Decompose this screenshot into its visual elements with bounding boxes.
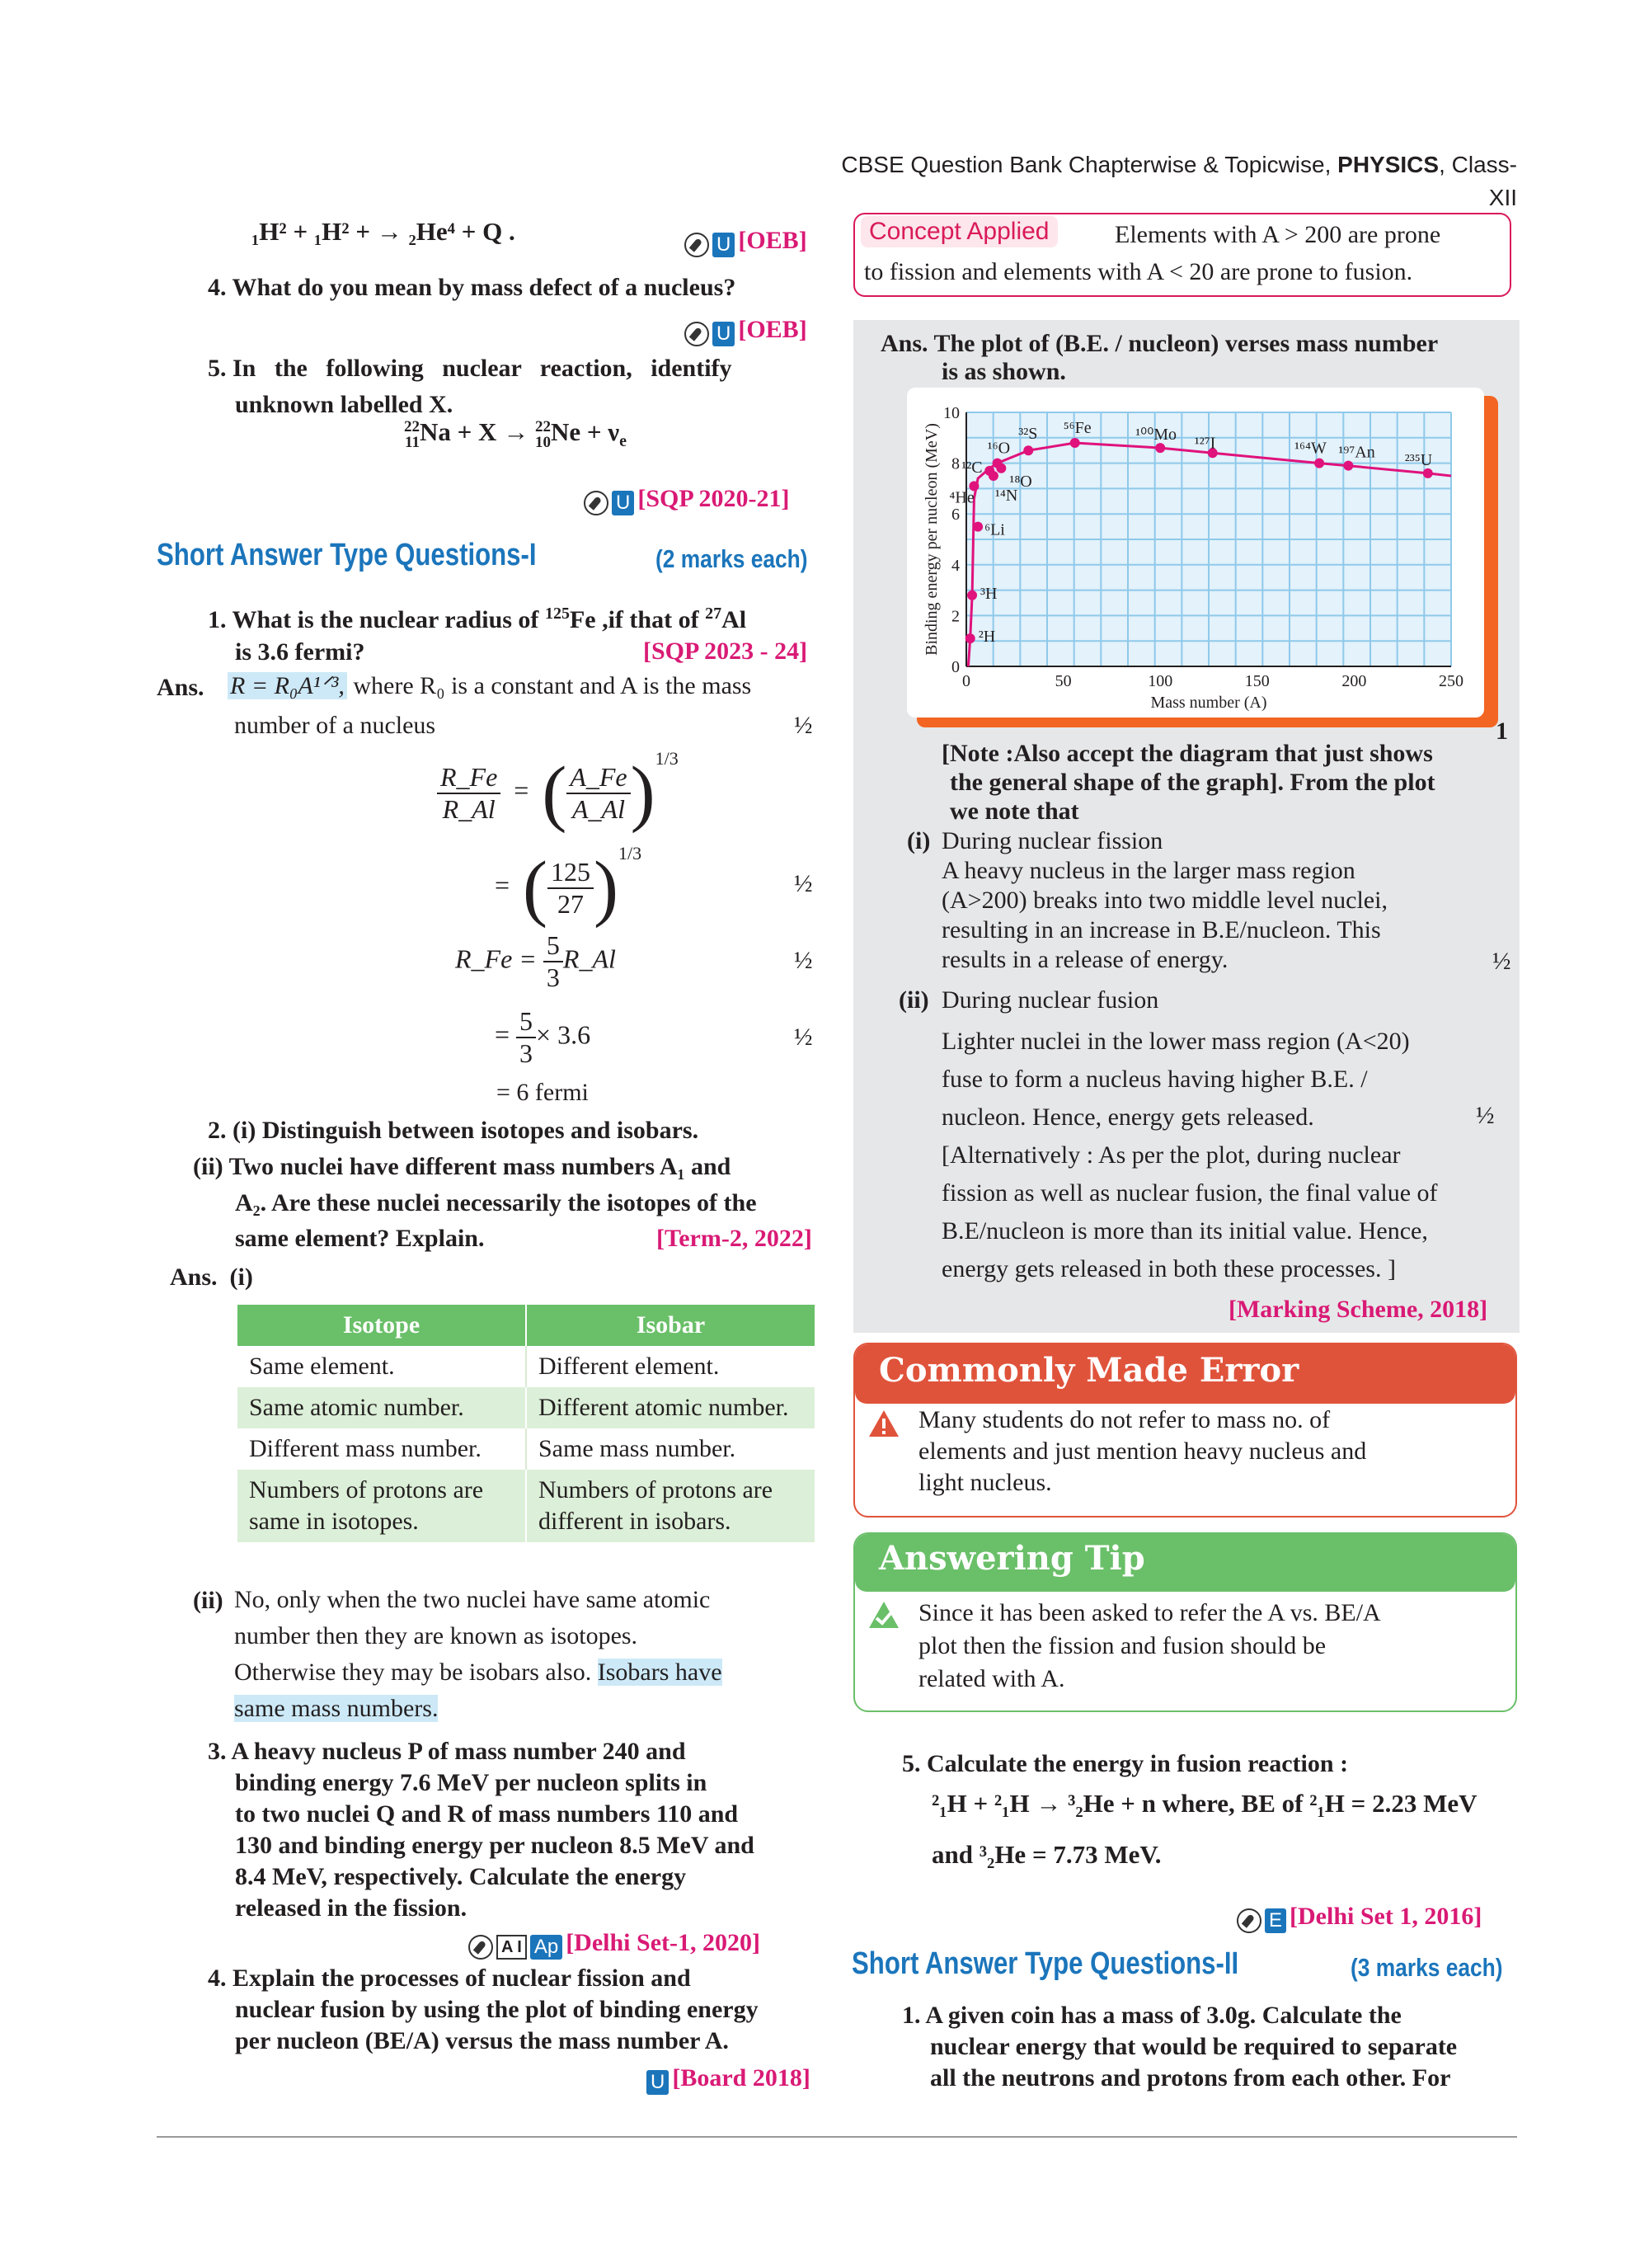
- answer-i-label: Ans. (i): [170, 1263, 253, 1291]
- q3-line: released in the fission.: [235, 1894, 467, 1922]
- ratio-lhs-den: R_Al: [442, 793, 496, 824]
- answer-1-text: where R₀ is a constant and A is the mass: [346, 672, 752, 699]
- five-thirds-fraction: [516, 1006, 536, 1069]
- tip-line: plot then the fission and fusion should be: [918, 1632, 1327, 1659]
- ne-nuclide-scripts: 22 10: [534, 417, 551, 451]
- alt-line: B.E/nucleon is more than its initial value. Hence,: [942, 1217, 1428, 1245]
- point-label: ¹⁸O: [1009, 472, 1032, 491]
- exponent: 1/3: [655, 748, 679, 769]
- tag-board-2018: [646, 2062, 810, 2095]
- tag-board-text: [Board 2018]: [672, 2064, 810, 2092]
- tip-check-icon: [867, 1600, 900, 1630]
- table-cell: Different element.: [538, 1353, 720, 1380]
- alt-line: fission as well as nuclear fusion, the final value of: [942, 1179, 1438, 1207]
- table-header-row: [237, 1305, 815, 1346]
- tag-delhi-2016: [1237, 1900, 1482, 1933]
- q3-line: binding energy 7.6 MeV per nucleon splits in: [235, 1769, 707, 1796]
- result-6-fermi: = 6 fermi: [496, 1079, 589, 1106]
- cme-line: Many students do not refer to mass no. of: [918, 1406, 1331, 1433]
- equals-sign: =: [495, 1019, 510, 1050]
- fusion-question-5-equation: ²₁H + ²₁H → ³₂He + n where, BE of ²₁H = 2.23 MeV: [932, 1789, 1478, 1818]
- s1-question-1-line-1: [208, 598, 746, 636]
- badge-u: U: [646, 2070, 669, 2095]
- na-equation-part: Na + X →: [420, 417, 535, 446]
- book-icon: A I: [496, 1935, 527, 1960]
- five: 5: [516, 1006, 536, 1038]
- fusion-label: (ii): [899, 986, 929, 1014]
- tag-marking-scheme-2018: [Marking Scheme, 2018]: [1229, 1296, 1488, 1323]
- question-3: [208, 1736, 815, 1924]
- data-point: [967, 591, 977, 600]
- data-point: [1070, 438, 1080, 448]
- s1q1-text-c: Al: [721, 606, 747, 633]
- tag-delhi-2020: [468, 1927, 760, 1960]
- table-row: [237, 1346, 815, 1387]
- equals-sign: =: [514, 774, 529, 805]
- answer-ii-line-3: [234, 1656, 722, 1689]
- concept-text-1: Elements with A > 200 are prone: [1115, 221, 1441, 248]
- answer-ii-label: (ii): [193, 1587, 223, 1614]
- ratio-rhs-den: A_Al: [571, 793, 625, 824]
- binding-energy-chart: [907, 388, 1484, 718]
- data-point: [989, 471, 998, 481]
- data-point: [1314, 459, 1324, 468]
- header-prefix: CBSE Question Bank Chapterwise & Topicwise,: [841, 152, 1338, 177]
- three: 3: [546, 962, 560, 992]
- q4b-line: 4. Explain the processes of nuclear fission and: [208, 1965, 691, 1992]
- fe-mass-number: 125: [544, 605, 570, 623]
- q3-line: to two nuclei Q and R of mass numbers 110 and: [235, 1800, 739, 1828]
- numeric-equation: [495, 1006, 590, 1069]
- section-2-title: Short Answer Type Questions-II: [852, 1946, 1239, 1981]
- table-cell: Different mass number.: [237, 1428, 526, 1470]
- tag-oeb-2: [684, 313, 807, 346]
- question-2-ii-line-3: same element? Explain.: [235, 1225, 485, 1252]
- s2q1-line: 1. A given coin has a mass of 3.0g. Calculate the: [902, 2002, 1402, 2029]
- tip-line: Since it has been asked to refer the A vs. BE/A: [918, 1599, 1381, 1626]
- fusion-line: fuse to form a nucleus having higher B.E. /: [942, 1066, 1368, 1093]
- reaction-equation-text: ₁H² + ₁H² + → ₂He⁴ + Q .: [251, 217, 515, 246]
- question-4-fission-fusion: [208, 1963, 815, 2057]
- half-mark-2: ½: [794, 870, 813, 897]
- fraction-num: 125: [547, 857, 594, 889]
- times-value: × 3.6: [536, 1019, 591, 1050]
- warning-icon: [867, 1409, 900, 1438]
- badge-u: U: [712, 322, 735, 346]
- paren-open: (: [523, 847, 548, 929]
- table-cell: Numbers of protons are different in isobars.: [538, 1476, 773, 1535]
- x-axis-label: Mass number (A): [1150, 694, 1267, 712]
- question-2-ii-line-1: (ii) Two nuclei have different mass numbers A₁ and: [193, 1153, 731, 1180]
- y-tick-label: 10: [943, 404, 960, 422]
- question-5-line-2: unknown labelled X.: [235, 391, 453, 418]
- isobar-highlight-1: Isobars have: [597, 1659, 722, 1686]
- y-axis-label: Binding energy per nucleon (MeV): [923, 423, 941, 656]
- na-nuclide-scripts: 22 11: [404, 417, 420, 451]
- ratio-equation: [437, 748, 679, 835]
- section-2-marks: (3 marks each): [1351, 1953, 1503, 1982]
- table-row: [237, 1387, 815, 1428]
- fission-body: [942, 856, 1510, 975]
- cme-line: light nucleus.: [918, 1469, 1052, 1496]
- ratio-rhs-num: A_Fe: [566, 762, 630, 794]
- point-label: ¹⁰⁰Mo: [1135, 426, 1177, 445]
- y-tick-label: 8: [951, 454, 960, 473]
- rfe-equation: [455, 930, 616, 993]
- ratio-rhs-fraction: [566, 762, 630, 825]
- badge-u: U: [712, 233, 735, 257]
- answer-1-line-2: number of a nucleus: [234, 712, 436, 739]
- compass-icon: [684, 322, 709, 346]
- point-label: ¹⁴N: [994, 487, 1018, 505]
- compass-icon: [1237, 1908, 1261, 1933]
- header-subject: PHYSICS: [1337, 152, 1440, 177]
- y-tick-label: 2: [951, 607, 960, 626]
- fission-line: resulting in an increase in B.E/nucleon. This: [942, 916, 1381, 943]
- badge-e: E: [1265, 1908, 1286, 1933]
- fusion-line: Lighter nuclei in the lower mass region (A<20): [942, 1028, 1410, 1055]
- question-2-ii-line-2: A₂. Are these nuclei necessarily the isotopes of the: [235, 1189, 757, 1216]
- reaction-equation: [251, 216, 515, 247]
- question-4-mass-defect: 4. What do you mean by mass defect of a nucleus?: [208, 274, 736, 301]
- fusion-line: nucleon. Hence, energy gets released.: [942, 1103, 1314, 1131]
- cme-line: elements and just mention heavy nucleus and: [918, 1437, 1367, 1465]
- three: 3: [519, 1038, 533, 1068]
- x-tick-label: 150: [1244, 672, 1270, 690]
- s1q1-text-a: 1. What is the nuclear radius of: [208, 606, 545, 633]
- q4b-line: nuclear fusion by using the plot of binding energy: [235, 1996, 759, 2023]
- s2q1-line: nuclear energy that would be required to separate: [930, 2033, 1458, 2060]
- table-cell: Same element.: [237, 1346, 526, 1387]
- answer-ii-line-1: No, only when the two nuclei have same atomic: [234, 1586, 711, 1613]
- equals-sign: =: [495, 869, 510, 900]
- point-label: ¹²⁷I: [1194, 434, 1216, 453]
- paren-close: ): [594, 847, 619, 929]
- tag-sqp-2023-24: [SQP 2023 - 24]: [643, 638, 808, 665]
- tag-delhi-2016-text: [Delhi Set 1, 2016]: [1290, 1903, 1482, 1930]
- isobar-highlight-2: same mass numbers.: [234, 1695, 439, 1722]
- tip-title: Answering Tip: [879, 1539, 1145, 1578]
- point-label: ¹⁶⁴W: [1294, 439, 1327, 458]
- tag-sqp-text: [SQP 2020-21]: [637, 485, 790, 512]
- cme-title: Commonly Made Error: [879, 1351, 1299, 1390]
- x-tick-label: 0: [962, 672, 970, 690]
- s2-question-1: [902, 2000, 1516, 2094]
- badge-ap: Ap: [530, 1935, 562, 1960]
- point-label: ⁴He: [949, 488, 975, 507]
- concept-applied-label: Concept Applied: [861, 216, 1058, 247]
- al-mass-number: 27: [705, 605, 722, 623]
- fusion-body: [942, 1023, 1510, 1136]
- note-line-1: [Note :Also accept the diagram that just shows: [942, 740, 1433, 767]
- x-tick-label: 200: [1341, 672, 1367, 690]
- half-mark-4: ½: [794, 1023, 813, 1051]
- x-tick-label: 50: [1055, 672, 1072, 690]
- fusion-question-5: 5. Calculate the energy in fusion reaction :: [902, 1750, 1349, 1777]
- five-thirds-fraction: [543, 930, 563, 993]
- point-label: ¹⁶O: [987, 439, 1011, 458]
- paren-close: ): [630, 752, 655, 834]
- fusion-question-5-line-3: and ³₂He = 7.73 MeV.: [932, 1840, 1162, 1869]
- point-label: ¹⁹⁷An: [1338, 443, 1375, 462]
- tag-oeb-1: [684, 224, 807, 257]
- point-label: ⁵⁶Fe: [1063, 418, 1092, 437]
- isotope-isobar-table: [237, 1305, 815, 1542]
- answer-ii-text: Otherwise they may be isobars also.: [234, 1659, 598, 1686]
- note-line-3: we note that: [950, 798, 1079, 825]
- five: 5: [543, 930, 563, 962]
- plot-answer-line-1: Ans. The plot of (B.E. / nucleon) verses mass number: [881, 330, 1439, 357]
- concept-text-2: to fission and elements with A < 20 are prone to fusion.: [864, 258, 1413, 285]
- half-mark-3: ½: [794, 947, 813, 974]
- question-5-line-1: 5. In the following nuclear reaction, identify: [208, 355, 732, 382]
- chart-mark: 1: [1496, 718, 1508, 745]
- data-point: [973, 522, 983, 532]
- answer-1-line-1: [228, 670, 751, 703]
- tag-delhi-2020-text: [Delhi Set-1, 2020]: [566, 1929, 760, 1956]
- alt-line: [Alternatively : As per the plot, during nuclear: [942, 1141, 1401, 1169]
- isotope-isobar-table-wrap: [237, 1305, 815, 1542]
- cme-body: [918, 1405, 1366, 1499]
- alt-line: energy gets released in both these processes. ]: [942, 1255, 1396, 1282]
- section-1-title: Short Answer Type Questions-I: [157, 538, 537, 572]
- tip-body: [918, 1597, 1381, 1696]
- point-label: ³²S: [1018, 425, 1038, 444]
- answer-ii-line-4: [234, 1692, 438, 1725]
- s1-question-1-line-2: is 3.6 fermi?: [235, 638, 365, 666]
- q4b-line: per nucleon (BE/A) versus the mass number A.: [235, 2027, 729, 2054]
- table-row: [237, 1470, 815, 1542]
- point-label: ²³⁵U: [1404, 450, 1433, 469]
- fraction-den: 27: [557, 888, 585, 919]
- y-tick-label: 0: [951, 658, 960, 676]
- running-header: [824, 148, 1517, 214]
- exponent: 1/3: [618, 843, 642, 864]
- nu-subscript: e: [619, 432, 627, 451]
- point-label: ²H: [978, 628, 996, 647]
- tip-line: related with A.: [918, 1665, 1065, 1692]
- question-2-i: 2. (i) Distinguish between isotopes and isobars.: [208, 1117, 699, 1144]
- compass-icon: [684, 233, 709, 257]
- paren-open: (: [542, 752, 567, 834]
- answer-ii-line-2: number then they are known as isotopes.: [234, 1622, 638, 1649]
- compass-icon: [468, 1935, 493, 1960]
- fission-line: (A>200) breaks into two middle level nuclei,: [942, 887, 1388, 914]
- x-tick-label: 100: [1148, 672, 1173, 690]
- footer-rule: [157, 2136, 1517, 2138]
- y-tick-label: 6: [951, 506, 960, 525]
- data-point: [1023, 445, 1033, 455]
- tag-sqp-2020-21: [584, 482, 790, 515]
- ratio-lhs-num: R_Fe: [437, 762, 500, 794]
- data-point: [1423, 468, 1433, 478]
- tag-term-2-2022: [Term-2, 2022]: [656, 1225, 812, 1252]
- data-point: [996, 463, 1006, 473]
- alternatively-body: [942, 1136, 1510, 1288]
- s2q1-line: all the neutrons and protons from each other. For: [930, 2064, 1451, 2092]
- fusion-title: During nuclear fusion: [942, 986, 1159, 1014]
- data-point: [1155, 443, 1165, 453]
- q3-line: 130 and binding energy per nucleon 8.5 MeV and: [235, 1832, 754, 1859]
- answer-label: Ans.: [157, 674, 204, 701]
- q3-line: 8.4 MeV, respectively. Calculate the energy: [235, 1863, 687, 1890]
- numeric-fraction: [547, 857, 594, 920]
- x-tick-label: 250: [1439, 672, 1463, 690]
- table-cell: Numbers of protons are same in isotopes.: [237, 1470, 526, 1542]
- point-label: ⁶Li: [984, 520, 1005, 539]
- point-label: ³H: [980, 584, 998, 603]
- question-5-equation: [404, 416, 627, 457]
- radius-formula-highlight: R = R₀A¹ᐟ³,: [228, 672, 347, 699]
- y-tick-label: 4: [951, 556, 960, 575]
- ratio-numeric: [495, 845, 641, 930]
- data-point: [1343, 461, 1353, 471]
- fission-line: A heavy nucleus in the larger mass region: [942, 857, 1355, 884]
- ratio-lhs-fraction: [437, 762, 500, 825]
- table-header-isobar: Isobar: [526, 1305, 815, 1346]
- table-cell: Same atomic number.: [237, 1387, 526, 1428]
- note-line-2: the general shape of the graph]. From the plot: [950, 769, 1435, 796]
- plot-answer-line-2: is as shown.: [942, 358, 1066, 385]
- rfe-label: R_Fe =: [455, 943, 537, 974]
- s1q1-text-b: Fe ,if that of: [569, 606, 706, 633]
- compass-icon: [584, 491, 608, 515]
- half-mark-fusion: ½: [1476, 1102, 1495, 1129]
- fission-label: (i): [907, 827, 931, 854]
- ral-label: R_Al: [562, 943, 616, 974]
- half-mark-1: ½: [794, 712, 813, 739]
- half-mark-fission: ½: [1492, 948, 1511, 975]
- table-header-isotope: Isotope: [237, 1305, 526, 1346]
- table-cell: Same mass number.: [538, 1435, 736, 1462]
- tag-oeb-text: [OEB]: [738, 227, 807, 254]
- table-cell: Different atomic number.: [538, 1394, 789, 1421]
- fission-title: During nuclear fission: [942, 827, 1163, 854]
- ne-equation-part: Ne + ν: [550, 417, 620, 446]
- data-point: [965, 633, 975, 643]
- badge-u: U: [612, 491, 634, 515]
- table-row: [237, 1428, 815, 1470]
- section-1-marks: (2 marks each): [655, 544, 808, 573]
- q3-line: 3. A heavy nucleus P of mass number 240 and: [208, 1738, 686, 1765]
- tag-oeb-text: [OEB]: [738, 316, 807, 343]
- point-label: ¹²C: [961, 458, 983, 477]
- fission-line: results in a release of energy.: [942, 946, 1229, 973]
- header-suffix: , Class-XII: [1439, 152, 1517, 210]
